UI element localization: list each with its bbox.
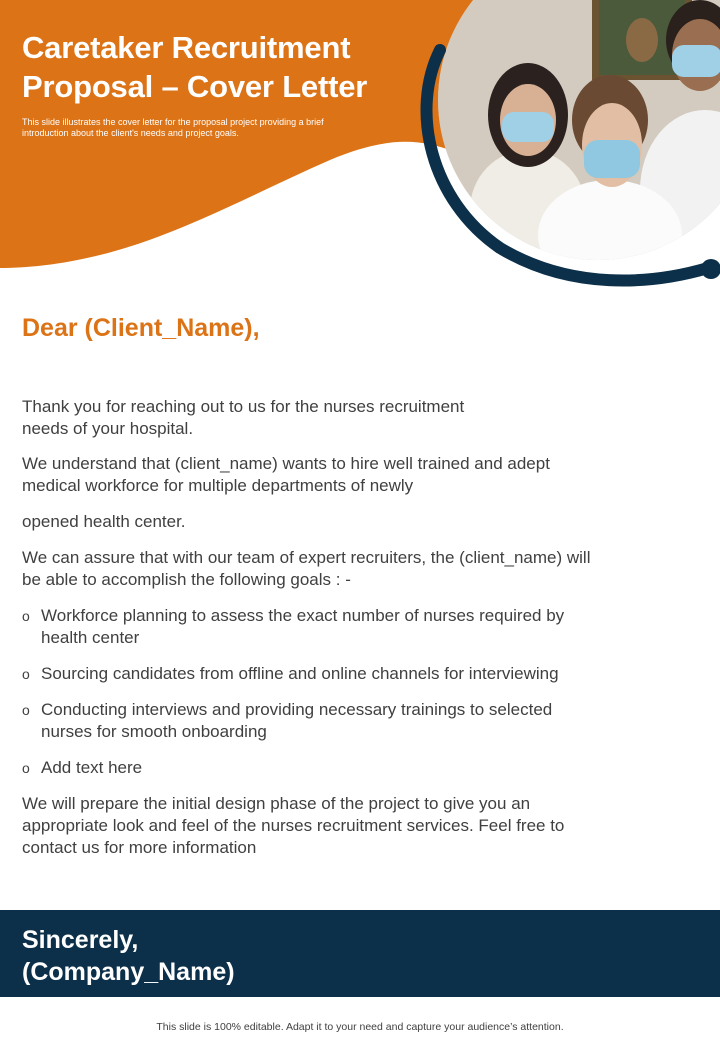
- letter-paragraph-1: Thank you for reaching out to us for the nurses recruitment needs of your hospital.: [22, 397, 465, 438]
- goal-text: Workforce planning to assess the exact number of nurses required by health center: [41, 606, 565, 647]
- bullet-circle-icon: o: [22, 760, 30, 776]
- letter-greeting: Dear (Client_Name),: [22, 314, 260, 342]
- goal-list-item: [22, 699, 671, 743]
- goal-list-item: [22, 663, 671, 685]
- letter-paragraph-5: We will prepare the initial design phase of the project to give you an appropriate look and feel of the nurses recruitment services. Feel free to contact us for more information: [22, 794, 565, 857]
- goal-text: Conducting interviews and providing necessary trainings to selected nurses for smooth onboarding: [41, 700, 553, 741]
- goal-list-item: [22, 605, 671, 649]
- footer-note: This slide is 100% editable. Adapt it to your need and capture your audience’s attention.: [156, 1021, 564, 1033]
- navy-dot-decoration: [701, 259, 720, 279]
- goal-text: Sourcing candidates from offline and online channels for interviewing: [41, 664, 559, 683]
- staff-photo: [430, 0, 720, 290]
- goal-text: Add text here: [41, 758, 143, 777]
- page-title: Caretaker Recruitment Proposal – Cover Letter: [22, 30, 368, 104]
- page-subtitle: This slide illustrates the cover letter for the proposal project providing a brief introduction about the client's needs and project goals.: [22, 117, 324, 138]
- goal-list-item: [22, 757, 671, 779]
- letter-paragraph-2: We understand that (client_name) wants to hire well trained and adept medical workforce for multiple departments of newly: [22, 454, 550, 495]
- letter-paragraph-3: opened health center.: [22, 512, 186, 531]
- bullet-circle-icon: o: [22, 608, 30, 624]
- letter-paragraph-4: We can assure that with our team of expert recruiters, the (client_name) will be able to accomplish the following goals : -: [22, 548, 591, 589]
- letter-closing: Sincerely, (Company_Name): [22, 926, 235, 986]
- bullet-circle-icon: o: [22, 702, 30, 718]
- closing-band: [0, 910, 720, 997]
- bullet-circle-icon: o: [22, 666, 30, 682]
